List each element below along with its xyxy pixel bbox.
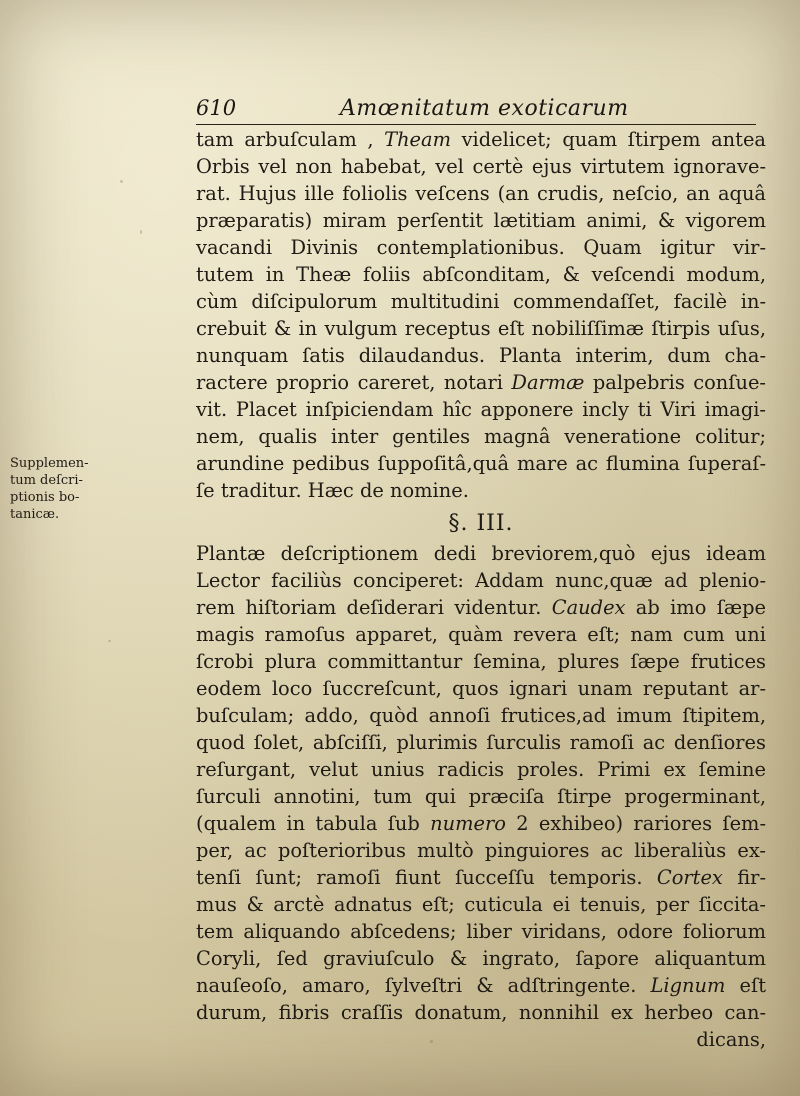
- text-run: (qualem in tabula ſub: [196, 812, 431, 835]
- text-run: crebuit & in vulgum receptus eſt nobiliſſimæ ſtirpis uſus,: [196, 317, 766, 340]
- text-line: [196, 648, 766, 675]
- text-run: dicans,: [696, 1028, 766, 1051]
- text-run: Plantæ deſcriptionem dedi breviorem,quò ejus ideam: [196, 542, 766, 565]
- text-run: per, ac poſterioribus multò pinguiores ac liberaliùs ex-: [196, 839, 766, 862]
- text-line: [196, 234, 766, 261]
- italic-term: numero: [430, 812, 506, 835]
- text-line: [196, 315, 766, 342]
- text-run: buſculam; addo, quòd annoſi frutices,ad imum ſtipitem,: [196, 704, 766, 727]
- text-run: tutem in Theæ foliis abſconditam, & veſcendi modum,: [196, 263, 766, 286]
- margin-note: [10, 455, 100, 523]
- margin-note-line: Supplemen-: [10, 456, 89, 471]
- text-run: tem aliquando abſcedens; liber viridans, odore foliorum: [196, 920, 766, 943]
- text-line: [196, 621, 766, 648]
- text-run: fir-: [722, 866, 766, 889]
- text-line: [196, 369, 766, 396]
- text-run: cùm diſcipulorum multitudini commendaſſet, facilè in-: [196, 290, 766, 313]
- text-line: [196, 567, 766, 594]
- text-run: rat. Hujus ille foliolis veſcens (an crudis, neſcio, an aquâ: [196, 182, 766, 205]
- text-run: quod ſolet, abſciſſi, plurimis ſurculis ramoſi ac denſiores: [196, 731, 766, 754]
- text-line: [196, 126, 766, 153]
- text-line: [196, 891, 766, 918]
- text-line: [196, 756, 766, 783]
- text-line: [196, 180, 766, 207]
- text-run: eodem loco ſuccreſcunt, quos ignari unam reputant ar-: [196, 677, 766, 700]
- text-run: racterе proprio careret, notari: [196, 371, 512, 394]
- italic-term: Lignum: [650, 974, 726, 997]
- text-line: [196, 675, 766, 702]
- margin-note-line: tanicæ.: [10, 507, 60, 522]
- text-run: mus & arctè adnatus eſt; cuticula ei tenuis, per ſiccita-: [196, 893, 766, 916]
- text-line: [196, 153, 766, 180]
- text-line: [196, 837, 766, 864]
- text-run: Lector faciliùs conciperet: Addam nunc,quæ ad plenio-: [196, 569, 766, 592]
- text-line: [196, 261, 766, 288]
- text-line: [196, 423, 766, 450]
- italic-term: Cortex: [656, 866, 723, 889]
- text-line: [196, 972, 766, 999]
- text-line: [196, 999, 766, 1026]
- italic-term: Darmæ: [511, 371, 585, 394]
- running-title: Amœnitatum exoticarum: [340, 96, 629, 121]
- text-run: nauſeoſo, amaro, ſylveſtri & adſtringente.: [196, 974, 651, 997]
- italic-term: Caudex: [551, 596, 626, 619]
- text-run: rem hiſtoriam deſiderari videntur.: [196, 596, 552, 619]
- text-line: [196, 918, 766, 945]
- text-run: eſt: [725, 974, 767, 997]
- text-line: [196, 1026, 766, 1053]
- text-line: [196, 864, 766, 891]
- text-line: [196, 783, 766, 810]
- text-line: [196, 729, 766, 756]
- text-run: præparatis) miram perſentit lætitiam animi, & vigorem: [196, 209, 766, 232]
- page-header: [196, 96, 756, 125]
- text-line: [196, 396, 766, 423]
- text-line: [196, 945, 766, 972]
- text-line: [196, 288, 766, 315]
- text-run: magis ramoſus apparet, quàm revera eſt; nam cum uni: [196, 623, 766, 646]
- text-run: ab imo ſæpe: [625, 596, 766, 619]
- text-line: [196, 342, 766, 369]
- margin-note-line: tum deſcri-: [10, 473, 83, 488]
- text-run: Coryli, ſed graviuſculo & ingrato, ſapore aliquantum: [196, 947, 766, 970]
- text-line: [196, 810, 766, 837]
- text-run: ſcrobi plura committantur ſemina, plures ſæpe frutices: [196, 650, 766, 673]
- text-run: nunquam ſatis dilaudandus. Planta interim, dum cha-: [196, 344, 766, 367]
- section-heading: §. III.: [448, 511, 514, 536]
- text-run: tenſi ſunt; ramoſi fiunt ſucceſſu temporis.: [196, 866, 657, 889]
- text-line: [196, 540, 766, 567]
- text-line: [196, 207, 766, 234]
- margin-note-line: ptionis bo-: [10, 490, 80, 505]
- text-run: Orbis vel non habebat, vel certè ejus virtutem ignorave-: [196, 155, 766, 178]
- text-run: ſurculi annotini, tum qui præciſa ſtirpe progerminant,: [196, 785, 766, 808]
- italic-term: Theam: [384, 128, 451, 151]
- text-run: palpebris conſue-: [584, 371, 766, 394]
- paragraph-1: [196, 126, 766, 504]
- text-run: vacandi Divinis contemplationibus. Quam igitur vir-: [196, 236, 766, 259]
- text-run: 2 exhibeo) rariores ſem-: [505, 812, 766, 835]
- page-number: 610: [196, 96, 237, 120]
- text-run: videlicet; quam ſtirpem antea: [451, 128, 766, 151]
- text-run: arundine pedibus ſuppoſitâ,quâ mare ac flumina ſuperaſ-: [196, 452, 766, 475]
- text-run: tam arbuſculam ,: [196, 128, 385, 151]
- text-run: nem, qualis inter gentiles magnâ veneratione colitur;: [196, 425, 766, 448]
- body-text: [196, 126, 766, 1053]
- text-line: [196, 450, 766, 477]
- text-run: reſurgant, velut unius radicis proles. Primi ex ſemine: [196, 758, 766, 781]
- text-run: vit. Placet inſpiciendam hîc apponere incly ti Viri imagi-: [196, 398, 766, 421]
- text-line: [196, 477, 766, 504]
- text-run: ſe traditur. Hæc de nomine.: [196, 479, 469, 502]
- text-line: [196, 702, 766, 729]
- paragraph-2: [196, 540, 766, 1053]
- text-run: durum, fibris craſſis donatum, nonnihil ex herbeo can-: [196, 1001, 766, 1024]
- text-line: [196, 594, 766, 621]
